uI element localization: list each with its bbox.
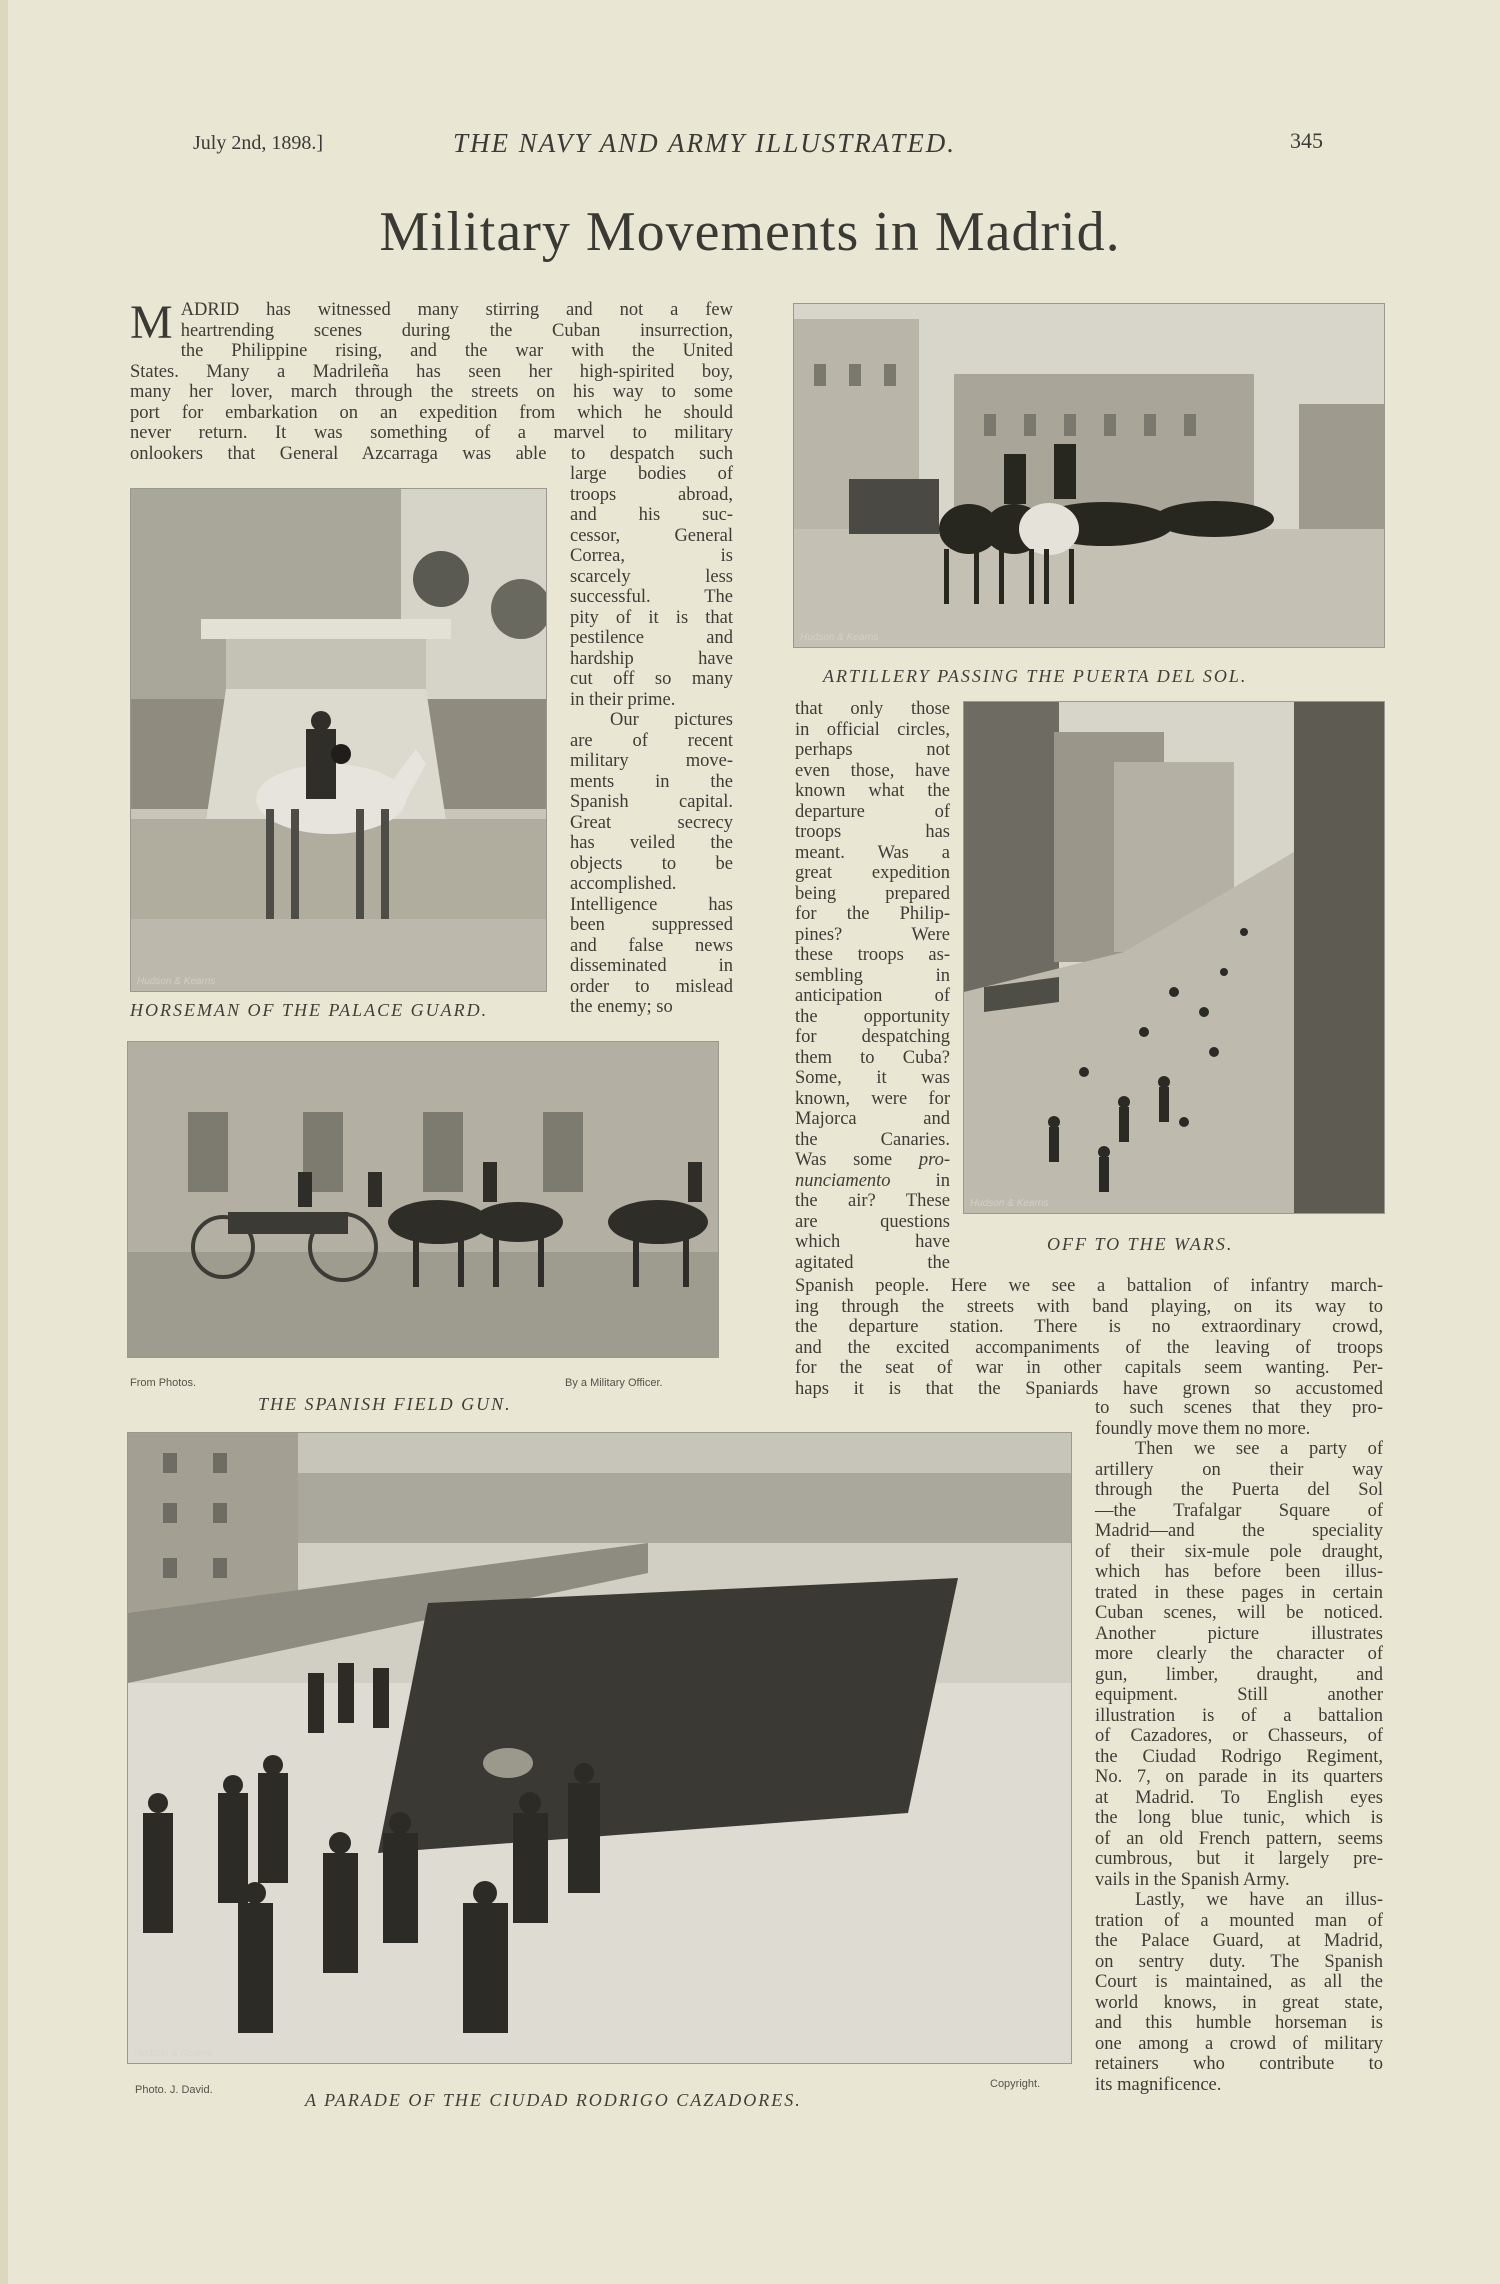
caption-parade: A PARADE OF THE CIUDAD RODRIGO CAZADORES.	[305, 2090, 802, 2110]
issue-date: July 2nd, 1898.]	[193, 132, 323, 154]
photo-horseman-palace-guard	[130, 488, 547, 992]
text-line: the Philippine rising, and the war with the United	[180, 341, 733, 361]
text-line: the Canaries.	[795, 1129, 950, 1150]
photo-watermark: Hudson & Kearns	[134, 2048, 213, 2059]
text-line: and the excited accompaniments of the leaving of troops	[795, 1337, 1383, 1358]
text-line: haps it is that the Spaniards have grown so accustomed	[795, 1378, 1383, 1399]
text-line: in official circles,	[795, 719, 950, 740]
text-line: tration of a mounted man of	[1095, 1910, 1383, 1931]
text-line: the Palace Guard, at Madrid,	[1095, 1931, 1383, 1951]
column-2-text	[795, 699, 950, 1273]
text-line: and false news	[570, 935, 733, 956]
text-line: No. 7, on parade in its quarters	[1095, 1767, 1383, 1787]
text-line: never return. It was something of a marvel to military	[130, 423, 733, 443]
text-line: ing through the streets with band playing, on its way to	[795, 1296, 1383, 1317]
text-line: Some, it was	[795, 1068, 950, 1088]
text-line: the departure station. There is no extraordinary crowd,	[795, 1317, 1383, 1337]
text-line: cessor, General	[570, 525, 733, 546]
text-line: Court is maintained, as all the	[1095, 1972, 1383, 1992]
text-line: illustration is of a battalion	[1095, 1705, 1383, 1726]
text-line: Intelligence has	[570, 894, 733, 915]
text-line: the air? These	[795, 1191, 950, 1211]
text-line: them to Cuba?	[795, 1047, 950, 1068]
text-line: its magnificence.	[1095, 2074, 1222, 2095]
text-line: and his suc-	[570, 505, 733, 525]
text-line: foundly move them no more.	[1095, 1418, 1311, 1439]
photo-off-to-the-wars	[963, 701, 1385, 1214]
text-line: large bodies of	[570, 464, 733, 484]
text-line: the opportunity	[795, 1006, 950, 1027]
text-line: more clearly the character of	[1095, 1644, 1383, 1664]
credit-photo-j-david: Photo. J. David.	[135, 2084, 213, 2096]
text-line: order to mislead	[570, 976, 733, 997]
text-line: has veiled the	[570, 833, 733, 853]
text-line: equipment. Still another	[1095, 1685, 1383, 1705]
text-line: for the Philip-	[795, 904, 950, 924]
text-line: being prepared	[795, 883, 950, 904]
photo-watermark: Hudson & Kearns	[800, 632, 879, 643]
text-line: pity of it is that	[570, 607, 733, 628]
text-line: gun, limber, draught, and	[1095, 1664, 1383, 1685]
text-line: disseminated in	[570, 956, 733, 976]
intro-lines	[130, 296, 733, 464]
text-line: of their six-mule pole draught,	[1095, 1541, 1383, 1562]
credit-copyright: Copyright.	[990, 2078, 1041, 2090]
text-line: on sentry duty. The Spanish	[1095, 1951, 1383, 1972]
photo-parade-ciudad-rodrigo-cazadores	[127, 1432, 1072, 2064]
drop-cap: M	[130, 296, 173, 349]
publication-title: THE NAVY AND ARMY ILLUSTRATED.	[453, 128, 956, 158]
text-line: for the seat of war in other capitals seem wanting. Per-	[795, 1358, 1383, 1378]
text-line: the enemy; so	[570, 997, 673, 1017]
text-line: accomplished.	[570, 874, 677, 894]
text-line: these troops as-	[795, 945, 950, 965]
text-line: nunciamento in	[795, 1170, 950, 1191]
text-line: cut off so many	[570, 669, 733, 689]
text-line: the Ciudad Rodrigo Regiment,	[1095, 1746, 1383, 1767]
caption-off-to-the-wars: OFF TO THE WARS.	[1047, 1234, 1234, 1254]
text-line: Madrid—and the speciality	[1095, 1521, 1383, 1541]
caption-field-gun: THE SPANISH FIELD GUN.	[258, 1394, 512, 1414]
caption-artillery: ARTILLERY PASSING THE PUERTA DEL SOL.	[823, 666, 1248, 686]
text-line: Great secrecy	[570, 812, 733, 833]
text-line: of an old French pattern, seems	[1095, 1828, 1383, 1849]
text-line: are questions	[795, 1211, 950, 1232]
text-line: and this humble horseman is	[1095, 2013, 1383, 2033]
text-line: troops has	[795, 822, 950, 842]
text-line: which have	[795, 1232, 950, 1252]
text-line: Correa, is	[570, 546, 733, 566]
column-2-wide-text	[795, 1276, 1383, 1399]
text-line: meant. Was a	[795, 842, 950, 863]
text-line: agitated the	[795, 1252, 950, 1273]
text-line: are of recent	[570, 730, 733, 751]
text-line: Majorca and	[795, 1109, 950, 1129]
text-line: known, were for	[795, 1088, 950, 1109]
text-line: great expedition	[795, 863, 950, 883]
photo-watermark: Hudson & Kearns	[970, 1198, 1049, 1209]
text-line: Spanish capital.	[570, 792, 733, 812]
caption-horseman: HORSEMAN OF THE PALACE GUARD.	[130, 1000, 489, 1020]
text-line: onlookers that General Azcarraga was able to despatch such	[130, 443, 733, 464]
text-line: Another picture illustrates	[1095, 1623, 1383, 1644]
text-line: Was some pro-	[795, 1150, 950, 1170]
page-number: 345	[1290, 128, 1323, 153]
text-line: Lastly, we have an illus-	[1135, 1890, 1383, 1910]
photo-spanish-field-gun	[127, 1041, 719, 1358]
text-line: hardship have	[570, 648, 733, 669]
text-line: to such scenes that they pro-	[1095, 1398, 1383, 1418]
text-line: the long blue tunic, which is	[1095, 1808, 1383, 1828]
text-line: trated in these pages in certain	[1095, 1582, 1383, 1603]
text-line: troops abroad,	[570, 484, 733, 505]
text-line: Spanish people. Here we see a battalion of infantry march-	[795, 1276, 1383, 1296]
photo-artillery-puerta-del-sol	[793, 303, 1385, 648]
text-line: Our pictures	[610, 710, 733, 730]
text-line: one among a crowd of military	[1095, 2033, 1383, 2054]
text-line: vails in the Spanish Army.	[1095, 1869, 1290, 1890]
text-line: —the Trafalgar Square of	[1095, 1500, 1383, 1521]
text-line: at Madrid. To English eyes	[1095, 1787, 1383, 1808]
text-line: successful. The	[570, 587, 733, 607]
photo-watermark: Hudson & Kearns	[137, 976, 216, 987]
text-line: departure of	[795, 801, 950, 822]
text-line: world knows, in great state,	[1095, 1992, 1383, 2013]
text-line: States. Many a Madrileña has seen her high-spirited boy,	[130, 361, 733, 382]
text-line: for despatching	[795, 1027, 950, 1047]
text-line: retainers who contribute to	[1095, 2054, 1383, 2074]
text-line: been suppressed	[570, 915, 733, 935]
credit-military-officer: By a Military Officer.	[565, 1377, 663, 1389]
text-line: ments in the	[570, 771, 733, 792]
text-line: known what the	[795, 781, 950, 801]
text-line: anticipation of	[795, 986, 950, 1006]
running-head	[0, 128, 1500, 158]
text-line: ADRID has witnessed many stirring and not a few	[180, 300, 733, 320]
article-title: Military Movements in Madrid.	[379, 201, 1121, 263]
text-line: that only those	[795, 699, 950, 719]
text-line: heartrending scenes during the Cuban insurrection,	[180, 320, 733, 341]
text-line: Then we see a party of	[1135, 1439, 1383, 1459]
text-line: Cuban scenes, will be noticed.	[1095, 1603, 1383, 1623]
text-line: military move-	[570, 751, 733, 771]
text-line: in their prime.	[570, 689, 676, 710]
text-line: scarcely less	[570, 566, 733, 587]
page-edge	[0, 0, 8, 2284]
text-line: pines? Were	[795, 924, 950, 945]
text-line: pestilence and	[570, 628, 733, 648]
text-line: of Cazadores, or Chasseurs, of	[1095, 1726, 1383, 1746]
text-line: objects to be	[570, 853, 733, 874]
text-line: many her lover, march through the streets on his way to some	[130, 382, 733, 402]
text-line: perhaps not	[795, 740, 950, 760]
text-line: artillery on their way	[1095, 1459, 1383, 1480]
text-line: which has before been illus-	[1095, 1562, 1383, 1582]
text-line: sembling in	[795, 965, 950, 986]
text-line: cumbrous, but it largely pre-	[1095, 1849, 1383, 1869]
column-3-text	[1095, 1398, 1383, 2095]
text-line: even those, have	[795, 760, 950, 781]
text-line: through the Puerta del Sol	[1095, 1480, 1383, 1500]
column-1-text	[570, 464, 733, 1018]
intro-paragraph	[130, 296, 733, 464]
text-line: port for embarkation on an expedition from which he should	[130, 402, 733, 423]
credit-from-photos: From Photos.	[130, 1377, 197, 1389]
